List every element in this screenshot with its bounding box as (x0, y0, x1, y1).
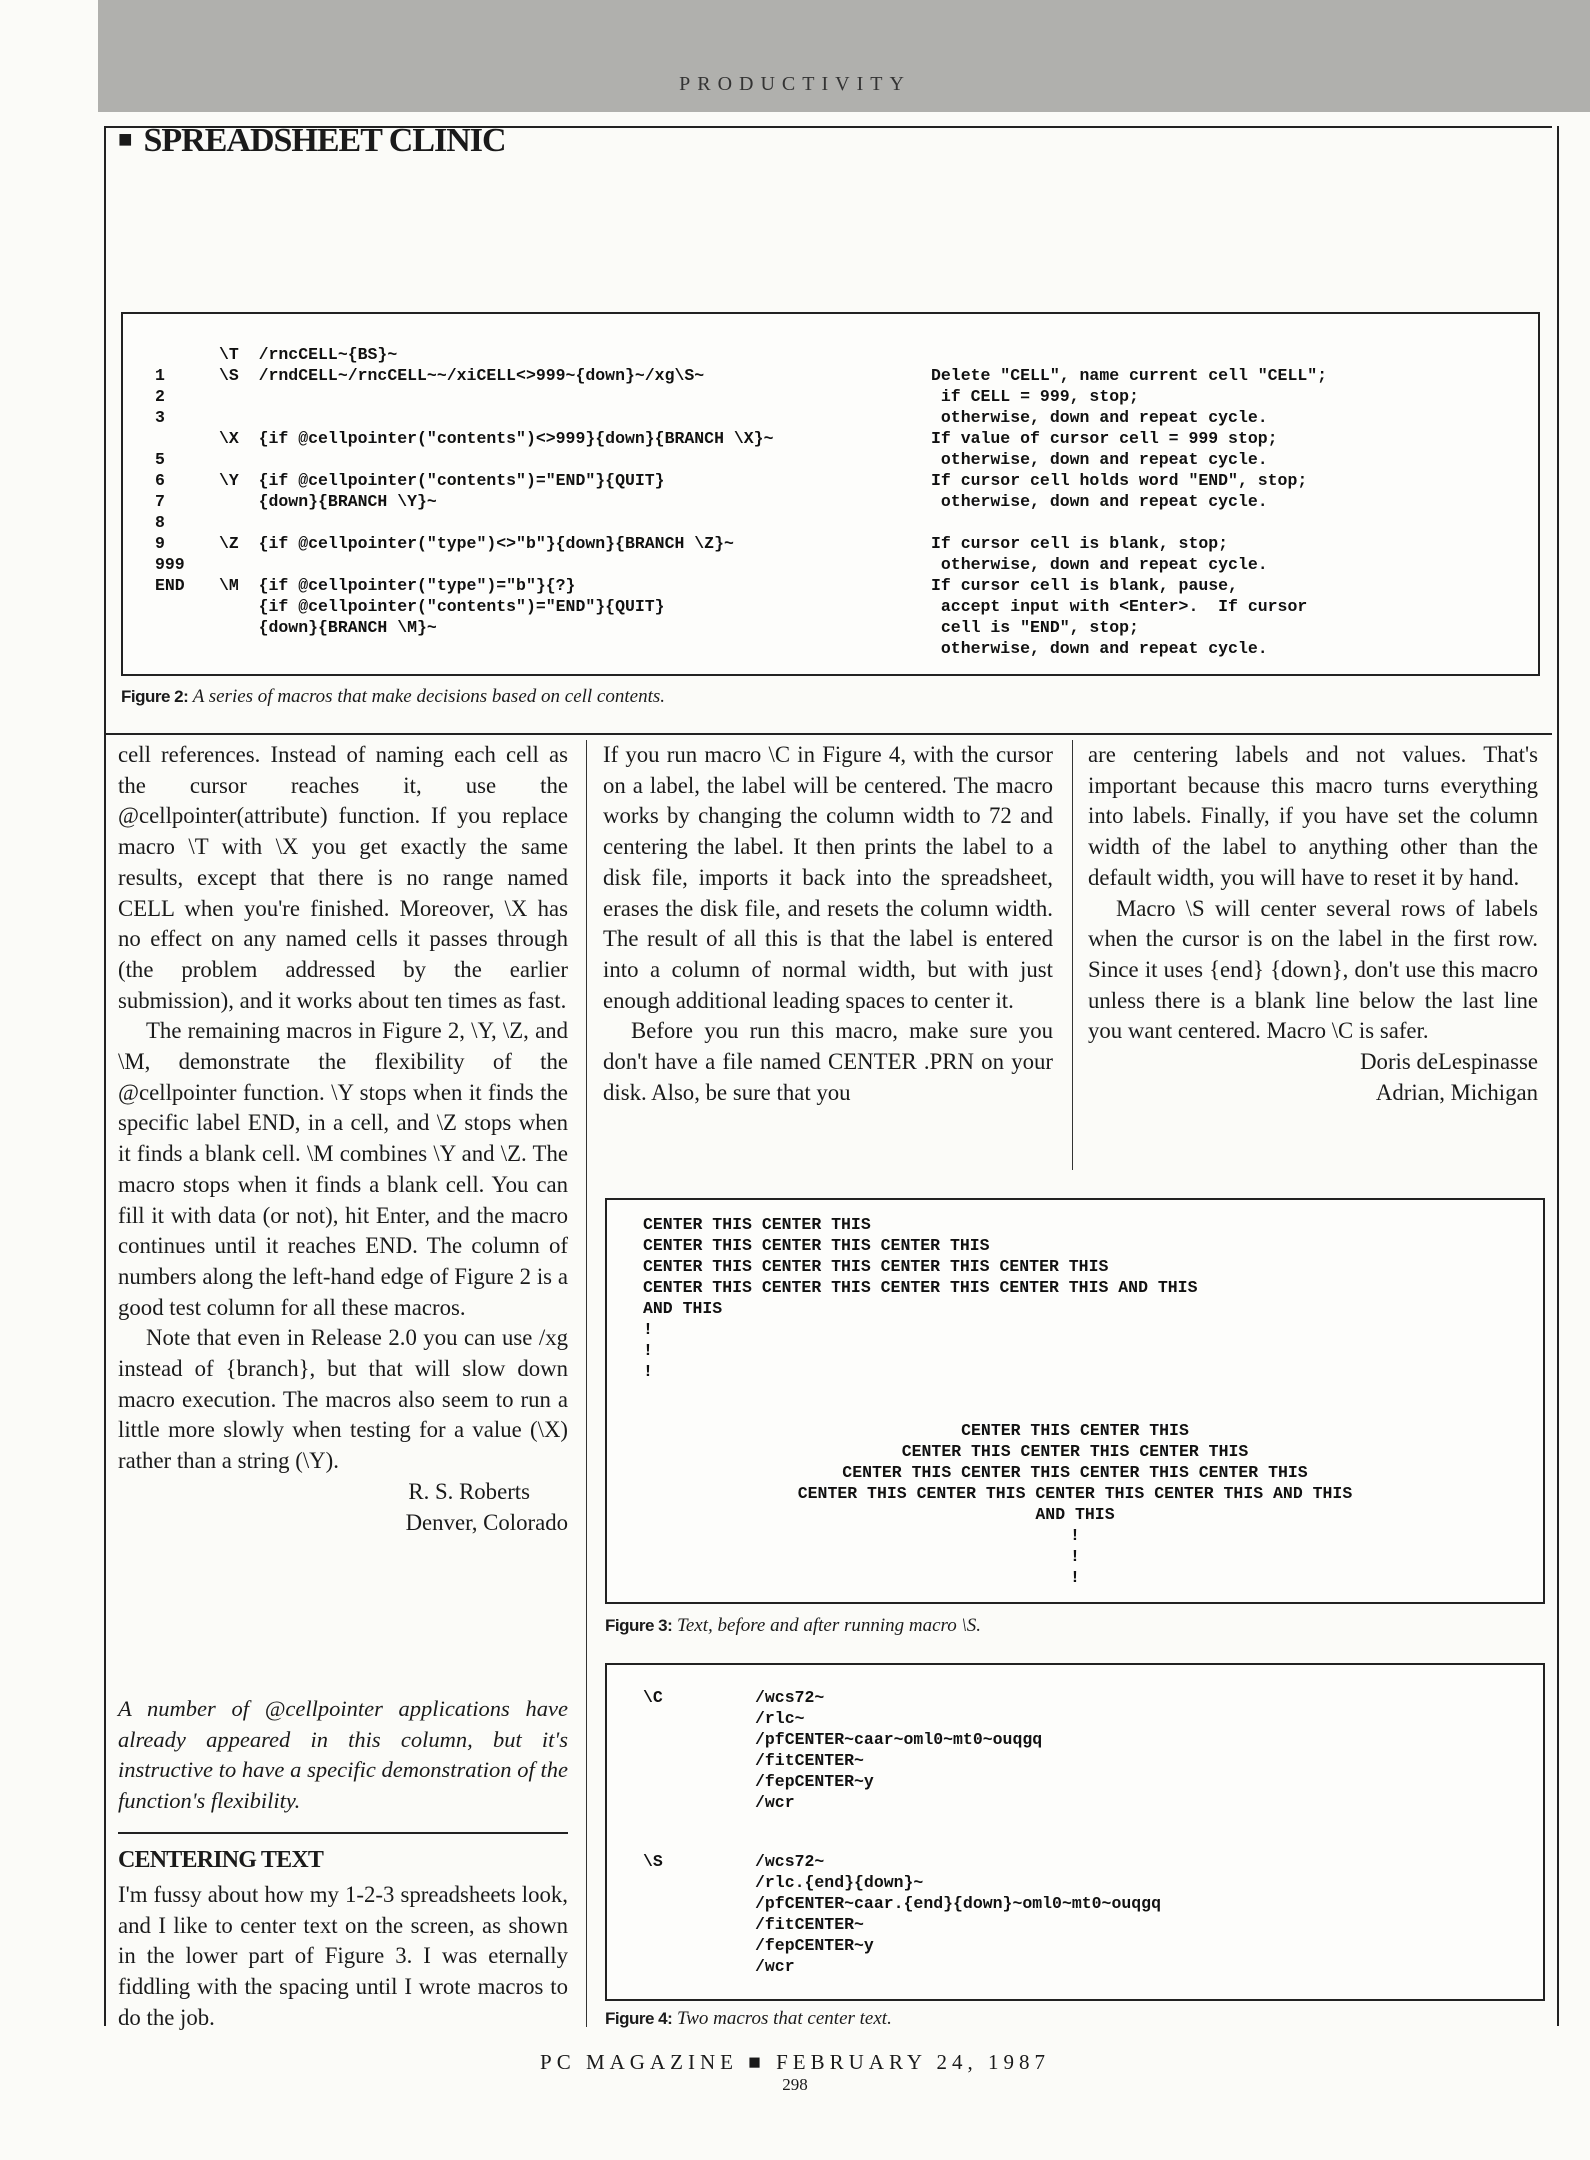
figure-4-macro-s-code: /wcs72~ /rlc.{end}{down}~ /pfCENTER~caar.{end}{down}~oml0~mt0~ouqgq /fitCENTER~ /fepCENTER~y /wcr (755, 1852, 1161, 1976)
figure-4-box (605, 1663, 1545, 2001)
figure-3-text-before: CENTER THIS CENTER THIS CENTER THIS CENTER THIS CENTER THIS CENTER THIS CENTER THIS CENTER THIS CENTER THIS CENTER THIS CENTER THIS CENTER THIS CENTER THIS AND THIS AND THIS ! ! ! (643, 1215, 1198, 1381)
section-label: PRODUCTIVITY (679, 73, 911, 95)
figure-2-caption-text: A series of macros that make decisions based on cell contents. (192, 686, 666, 707)
editor-note: A number of @cellpointer applications have already appeared in this column, but it's instructive to have a specific demonstration of the function's flexibility. (118, 1696, 568, 1813)
column-divider-1 (586, 740, 587, 2027)
column-title (118, 122, 506, 160)
col1-signature-name: R. S. Roberts (408, 1478, 530, 1504)
col3-paragraph-2: Macro \S will center several rows of labels when the cursor is on the label in the first row. Since it uses {end} {down}, don't use this macro unless there is a blank line below the last line you want centered. Macro \C is safer. (1088, 895, 1538, 1044)
col2-paragraph-2: Before you run this macro, make sure you don't have a file named CENTER .PRN on your disk. Also, be sure that you (603, 1018, 1053, 1105)
centering-text-heading: CENTERING TEXT (118, 1847, 324, 1873)
figure-2-macro-code: \T /rncCELL~{BS}~ \S /rndCELL~/rncCELL~~/xiCELL<>999~{down}~/xg\S~ \X {if @cellpointer("contents")<>999}{down}{BRANCH \X}~ \Y {if @cellpointer("contents")="END"}{QUIT} {down}{BRANCH \Y}~ \Z {if @cellpointer("type")<>"b"}{down}{BRANCH \Z}~ \M {if @cellpointer("type")="b"}{?} {if @cellpointer("contents")="END"}{QUIT} {down}{BRANCH \M}~ (219, 345, 774, 637)
article-column-1 (118, 740, 568, 1538)
figure-2-comments: Delete "CELL", name current cell "CELL"; if CELL = 999, stop; otherwise, down and repeat cycle. If value of cursor cell = 999 stop; otherwise, down and repeat cycle. If cursor cell holds word "END", stop; otherwise, down and repeat cycle. If cursor cell is blank, stop; otherwise, down and repeat cycle. If cursor cell is blank, pause, accept input with <Enter>. If cursor cell is "END", stop; otherwise, down and repeat cycle. (931, 366, 1328, 658)
figure-3-box (605, 1198, 1545, 1604)
col3-paragraph-1: are centering labels and not values. That's important because this macro turns everything into labels. Finally, if you have set the column width of the label to anything other than the default width, you will have to reset it by hand. (1088, 742, 1538, 890)
figure-2-row-numbers: 1 2 3 5 6 7 8 9 999 END (155, 366, 185, 595)
article-column-3 (1088, 740, 1538, 1108)
footer-publication: PC MAGAZINE ■ FEBRUARY 24, 1987 (540, 2050, 1050, 2074)
left-page-rule (104, 126, 106, 2026)
figure-3-text-after: CENTER THIS CENTER THIS CENTER THIS CENTER THIS CENTER THIS CENTER THIS CENTER THIS CENTER THIS CENTER THIS CENTER THIS CENTER THIS CENTER THIS CENTER THIS AND THIS AND THIS ! ! ! (797, 1421, 1353, 1587)
figure-4-caption-text: Two macros that center text. (677, 2008, 892, 2029)
mid-rule (104, 733, 1552, 735)
col3-signature-name: Doris deLespinasse (1360, 1049, 1538, 1075)
editor-note-rule (118, 1832, 568, 1834)
figure-3-caption-text: Text, before and after running macro \S. (677, 1615, 982, 1636)
col1-signature-place: Denver, Colorado (405, 1509, 568, 1535)
col2-paragraph-1: If you run macro \C in Figure 4, with the cursor on a label, the label will be centered. The macro works by changing the column width to 72 and centering the label. It then prints the label to a disk file, imports it back into the spreadsheet, erases the disk file, and resets the column width. The result of all this is that the label is entered into a column of normal width, but with just enough additional leading spaces to center it. (603, 742, 1053, 1013)
figure-4-macro-c-label: \C (643, 1688, 663, 1707)
col3-signature-place: Adrian, Michigan (1375, 1079, 1538, 1105)
column-divider-2 (1072, 740, 1073, 1170)
figure-4-caption (605, 2008, 892, 2030)
figure-4-macro-s-label: \S (643, 1852, 663, 1871)
article-column-2 (603, 740, 1053, 1108)
figure-4-caption-label: Figure 4: (605, 2009, 673, 2028)
centering-text-paragraph: I'm fussy about how my 1-2-3 spreadsheets look, and I like to center text on the screen, as shown in the lower part of Figure 3. I was eternally fiddling with the spacing until I wrote macros to do the job. (118, 1882, 568, 2030)
column-title-text: SPREADSHEET CLINIC (143, 122, 506, 159)
figure-3-caption (605, 1615, 981, 1637)
figure-4-macro-c-code: /wcs72~ /rlc~ /pfCENTER~caar~oml0~mt0~ouqgq /fitCENTER~ /fepCENTER~y /wcr (755, 1688, 1043, 1812)
bullet-square-icon: ■ (118, 127, 132, 153)
figure-2-caption-label: Figure 2: (121, 687, 189, 706)
figure-2-caption (121, 686, 665, 708)
figure-2-box (121, 312, 1540, 676)
col1-paragraph-1: cell references. Instead of naming each cell as the cursor reaches it, use the @cellpointer(attribute) function. If you replace macro \T with \X you get exactly the same results, except that there is no range named CELL when you're finished. Moreover, \X has no effect on any named cells it passes through (the problem addressed by the earlier submission), and it works about ten times as fast. (118, 742, 568, 1013)
col1-paragraph-2: The remaining macros in Figure 2, \Y, \Z, and \M, demonstrate the flexibility of the @cellpointer function. \Y stops when it finds the specific label END, in a cell, and \Z stops when it finds a blank cell. \M combines \Y and \Z. The macro stops when it finds a blank cell. You can fill it with data (or not), hit Enter, and the macro continues until it reaches END. The column of numbers along the left-hand edge of Figure 2 is a good test column for all these macros. (118, 1018, 568, 1320)
right-page-rule (1557, 126, 1559, 2026)
footer-page-number: 298 (782, 2075, 808, 2094)
figure-3-caption-label: Figure 3: (605, 1616, 673, 1635)
col1-paragraph-3: Note that even in Release 2.0 you can use /xg instead of {branch}, but that will slow down macro execution. The macros also seem to run a little more slowly when testing for a value (\X) rather than a string (\Y). (118, 1325, 568, 1474)
